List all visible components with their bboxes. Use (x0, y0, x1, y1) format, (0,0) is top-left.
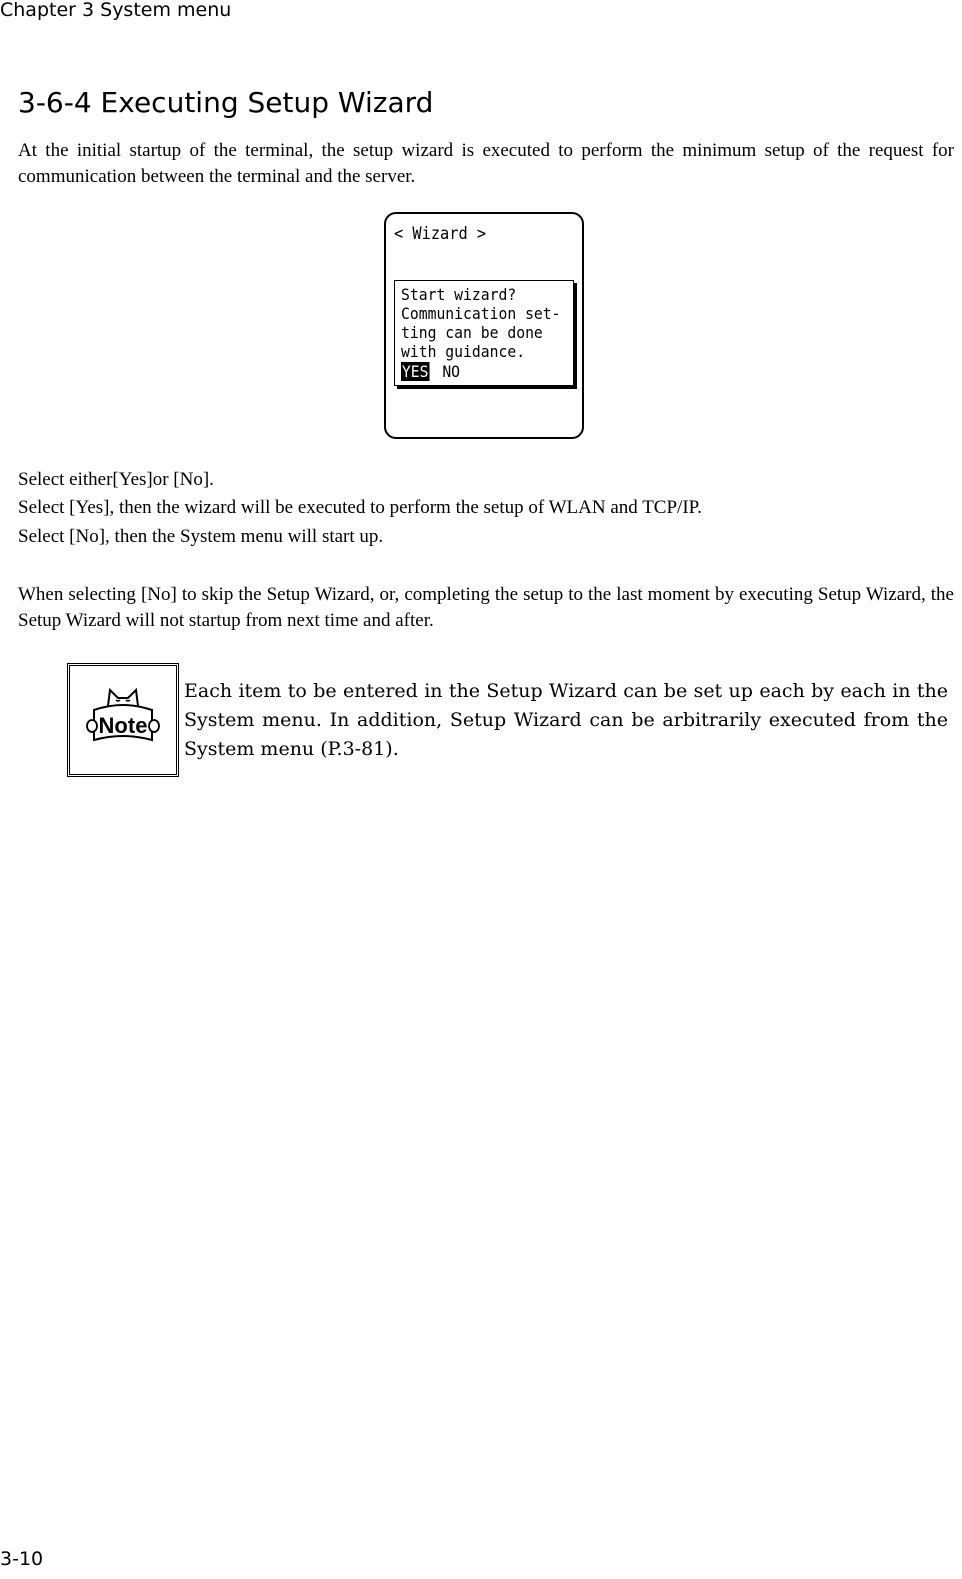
terminal-screen (384, 212, 584, 439)
dialog-line: Communication set- (401, 304, 561, 323)
yes-option[interactable]: YES (401, 362, 429, 381)
section-title: 3-6-4 Executing Setup Wizard (18, 86, 434, 119)
screen-title: < Wizard > (394, 224, 487, 244)
dialog-line: with guidance. (401, 342, 526, 361)
dialog-choices (401, 362, 460, 381)
note-icon-box (67, 663, 179, 777)
instruction-line: Select [No], then the System menu will start up. (18, 526, 384, 547)
note-text: Each item to be entered in the Setup Wizard can be set up each by each in the System menu. In addition, Setup Wizard can be arbitrarily executed from the System menu (P.3-81). (184, 680, 948, 760)
chapter-header: Chapter 3 System menu (0, 0, 232, 21)
instruction-line: Select [Yes], then the wizard will be executed to perform the setup of WLAN and TCP/IP. (18, 497, 702, 518)
skip-wizard-paragraph: When selecting [No] to skip the Setup Wizard, or, completing the setup to the last moment by executing Setup Wizard, the Setup Wizard will not startup from next time and after. (18, 584, 954, 631)
note-cat-icon (70, 666, 176, 774)
page-number: 3-10 (0, 1548, 44, 1570)
instruction-line: Select either[Yes]or [No]. (18, 469, 214, 490)
no-option[interactable]: NO (442, 362, 461, 381)
dialog-line: ting can be done (401, 323, 543, 342)
intro-paragraph: At the initial startup of the terminal, the setup wizard is executed to perform the minimum setup of the request for communication between the terminal and the server. (18, 140, 954, 187)
note-icon-label: Note (98, 713, 148, 738)
wizard-dialog (394, 280, 574, 386)
dialog-line: Start wizard? (401, 285, 517, 304)
